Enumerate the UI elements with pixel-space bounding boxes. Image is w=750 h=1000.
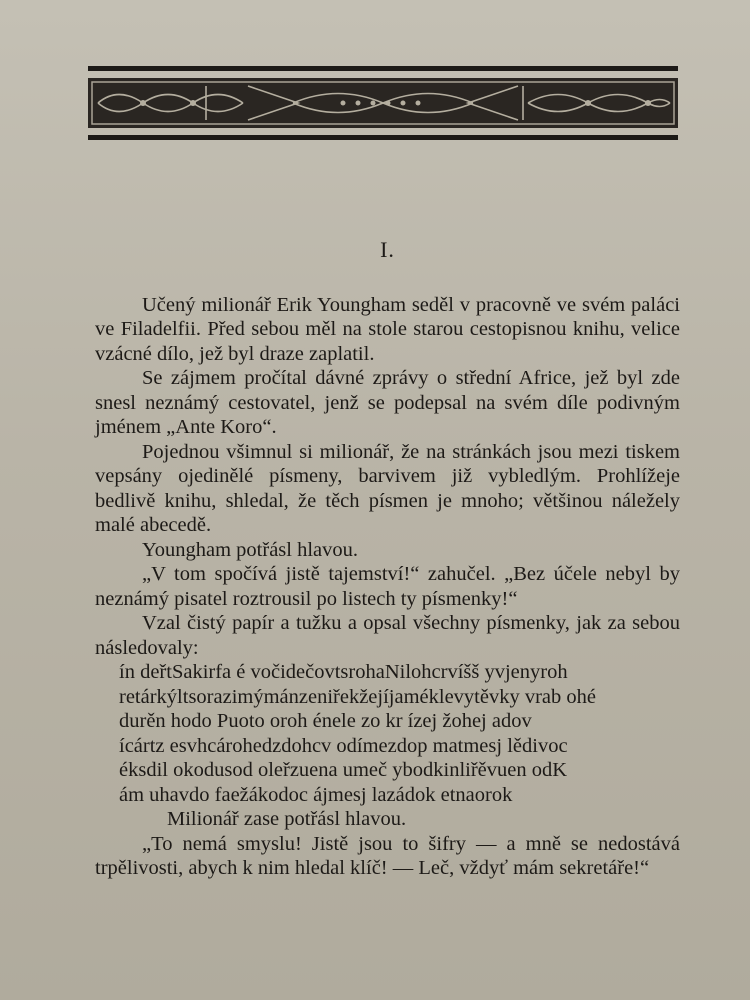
header-ornament [88,66,678,140]
cipher-line: durěn hodo Puoto oroh énele zo kr ízej žohej adov [119,710,532,732]
chapter-heading: I. [380,237,395,262]
cipher-line: retárkýltsorazimýmánzeniřekžejíjaméklevytěvky vrab ohé [119,685,596,708]
paragraph-7: Milionář zase potřásl hlavou. [167,808,407,830]
paragraph-5: „V tom spočívá jistě tajemství!“ zahučel. „Bez účele nebyl by neznámý pisatel roztrousil po listech ty písmenky!“ [95,563,680,610]
paragraph-2: Se zájmem pročítal dávné zprávy o střední Africe, jež byl zde snesl neznámý cestovatel, jenž se podepsal na svém díle podivným jménem „Ante Koro“. [95,367,680,438]
paragraph-3: Pojednou všimnul si milionář, že na stránkách jsou mezi tiskem vepsány ojedinělé písmeny, barvivem již vybledlým. Prohlížeje bedlivě knihu, shledal, že těch písmen je mnoho; většinou náležely malé abecedě. [95,440,680,536]
page-text [95,238,680,881]
paragraph-8: „To nemá smyslu! Jistě jsou to šifry — a mně se nedostává trpělivosti, abych k nim hledal klíč! — Leč, vždyť mám sekretáře!“ [95,832,680,879]
cipher-line: ám uhavdo faežákodoc ájmesj lazádok etnaorok [119,783,513,806]
cipher-block [95,660,680,807]
paragraph-1: Učený milionář Erik Youngham seděl v pracovně ve svém paláci ve Filadelfii. Před sebou měl na stole starou cestopisnou knihu, velice vzácné dílo, jež byl draze zaplatil. [95,293,680,365]
cipher-line: ícártz esvhcárohedzdohcv odímezdop matmesj lědivoc [119,734,568,757]
cipher-line: ín deřtSakirfa é vočidečovtsrohaNilohcrvíšš yvjenyroh [119,661,568,683]
cipher-line: éksdil okodusod oleřzuena umeč ybodkinliřěvuen odK [119,759,568,781]
paragraph-4: Youngham potřásl hlavou. [142,538,359,561]
paragraph-6: Vzal čistý papír a tužku a opsal všechny písmenky, jak za sebou následovaly: [95,612,680,659]
